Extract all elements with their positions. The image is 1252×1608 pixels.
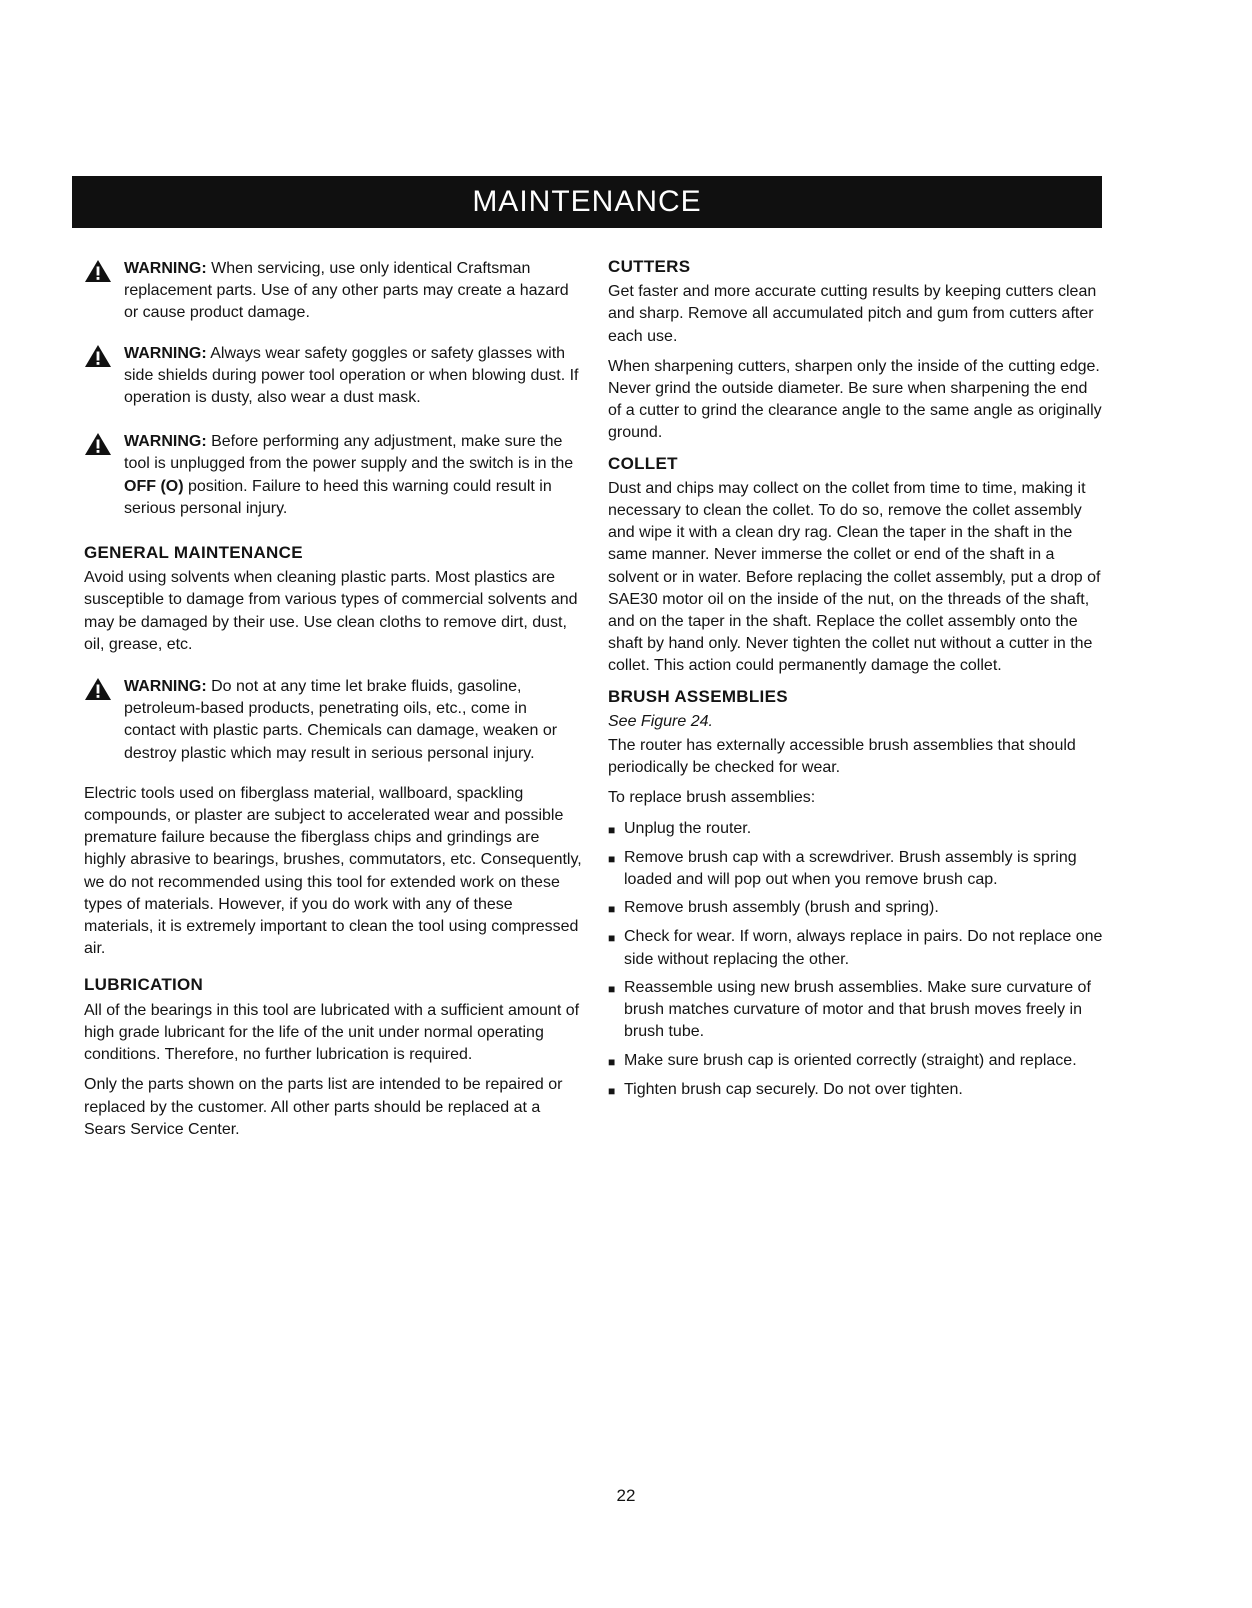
list-item — [608, 897, 1104, 920]
page-number: 22 — [616, 1486, 636, 1505]
step-text: Remove brush assembly (brush and spring). — [624, 899, 939, 917]
lubrication-heading: LUBRICATION — [84, 975, 204, 995]
right-column — [608, 256, 1104, 1108]
bullet-square-icon: ■ — [608, 902, 616, 917]
bullet-square-icon: ■ — [608, 931, 616, 946]
bullet-square-icon: ■ — [608, 822, 616, 837]
left-column — [84, 258, 584, 1149]
list-item — [608, 926, 1104, 970]
bullet-square-icon: ■ — [608, 1083, 616, 1098]
warning-block — [84, 676, 584, 765]
general-maintenance-text: Avoid using solvents when cleaning plastic parts. Most plastics are susceptible to damage from various types of commercial solvents and may be damaged by their use. Use clean cloths to remove dirt, dust, oil, grease, etc. — [84, 569, 578, 653]
warning-label: WARNING: — [124, 433, 207, 451]
brush-steps-list — [608, 818, 1104, 1102]
step-text: Remove brush cap with a screwdriver. Brush assembly is spring loaded and will pop out when you remove brush cap. — [624, 848, 1077, 889]
step-text: Unplug the router. — [624, 819, 752, 837]
list-item — [608, 1050, 1104, 1073]
section-banner — [72, 176, 1102, 228]
warning-triangle-icon — [84, 432, 112, 456]
switch-position-label: OFF (O) — [124, 477, 184, 495]
warning-block — [84, 431, 584, 520]
warning-text — [124, 676, 584, 765]
warning-triangle-icon — [84, 344, 112, 368]
bullet-square-icon: ■ — [608, 851, 616, 866]
warning-block — [84, 343, 584, 410]
fiberglass-text: Electric tools used on fiberglass material, wallboard, spackling compounds, or plaster are subject to accelerated wear and possible premature failure because the fiberglass chips and grindings are highly abrasive to bearings, brushes, commutators, etc. Consequently, we do not recommended using this tool for extended work on these types of materials. However, if you do work with any of these materials, it is extremely important to clean the tool using compressed air. — [84, 784, 582, 958]
warning-text — [124, 258, 584, 325]
step-text: Check for wear. If worn, always replace in pairs. Do not replace one side without replacing the other. — [624, 928, 1103, 968]
warning-body-end: position. Failure to heed this warning could result in serious personal injury. — [124, 477, 552, 517]
bullet-square-icon: ■ — [608, 981, 616, 996]
brush-assemblies-heading: BRUSH ASSEMBLIES — [608, 686, 788, 706]
warning-triangle-icon — [84, 677, 112, 701]
warning-body: When servicing, use only identical Craftsman replacement parts. Use of any other parts may create a hazard or cause product damage. — [124, 260, 569, 322]
warning-label: WARNING: — [124, 678, 207, 696]
list-item — [608, 818, 1104, 841]
step-text: Tighten brush cap securely. Do not over tighten. — [624, 1080, 963, 1098]
cutters-text: Get faster and more accurate cutting results by keeping cutters clean and sharp. Remove all accumulated pitch and gum from cutters after each use. — [608, 283, 1097, 345]
brush-steps-intro: To replace brush assemblies: — [608, 789, 816, 807]
cutters-heading: CUTTERS — [608, 257, 691, 276]
banner-title: MAINTENANCE — [472, 185, 702, 218]
warning-text — [124, 431, 584, 520]
warning-text — [124, 343, 584, 410]
warning-triangle-icon — [84, 259, 112, 283]
general-maintenance-heading: GENERAL MAINTENANCE — [84, 543, 303, 563]
lubrication-text: All of the bearings in this tool are lubricated with a sufficient amount of high grade lubricant for the life of the unit under normal operating conditions. Therefore, no further lubrication is required. — [84, 1001, 580, 1064]
warning-label: WARNING: — [124, 344, 207, 362]
warning-body: Do not at any time let brake fluids, gasoline, petroleum-based products, penetrating oils, etc., come in contact with plastic parts. Chemicals can damage, weaken or destroy plastic which may result in serious personal injury. — [124, 678, 558, 762]
collet-text: Dust and chips may collect on the collet from time to time, making it necessary to clean the collet. To do so, remove the collet assembly and wipe it with a clean dry rag. Clean the taper in the shaft in the same manner. Never immerse the collet or end of the shaft in a solvent or in water. Before replacing the collet assembly, put a drop of SAE30 motor oil on the inside of the nut, on the threads of the shaft, and on the taper in the shaft. Replace the collet assembly onto the shaft by hand only. Never tighten the collet nut without a cutter in the collet. This action could permanently damage the collet. — [608, 479, 1101, 675]
warning-label: WARNING: — [124, 260, 207, 277]
step-text: Make sure brush cap is oriented correctly (straight) and replace. — [624, 1051, 1077, 1069]
bullet-square-icon: ■ — [608, 1054, 616, 1069]
list-item — [608, 977, 1104, 1044]
sharpening-text: When sharpening cutters, sharpen only the inside of the cutting edge. Never grind the outside diameter. Be sure when sharpening the end of a cutter to grind the clearance angle to the same angle as originally ground. — [608, 357, 1102, 442]
collet-heading: COLLET — [608, 453, 678, 473]
warning-body: Always wear safety goggles or safety glasses with side shields during power tool operation or when blowing dust. If operation is dusty, also wear a dust mask. — [124, 344, 579, 407]
warning-body: Before performing any adjustment, make sure the tool is unplugged from the power supply and the switch is in the — [124, 433, 574, 473]
step-text: Reassemble using new brush assemblies. Make sure curvature of brush matches curvature of motor and that brush moves freely in brush tube. — [624, 978, 1091, 1041]
list-item — [608, 1079, 1104, 1102]
figure-reference: See Figure 24. — [608, 712, 713, 730]
list-item — [608, 847, 1104, 891]
brush-intro-text: The router has externally accessible brush assemblies that should periodically be checked for wear. — [608, 737, 1076, 777]
warning-block — [84, 258, 584, 325]
replacement-parts-text: Only the parts shown on the parts list are intended to be repaired or replaced by the customer. All other parts should be replaced at a Sears Service Center. — [84, 1076, 563, 1138]
